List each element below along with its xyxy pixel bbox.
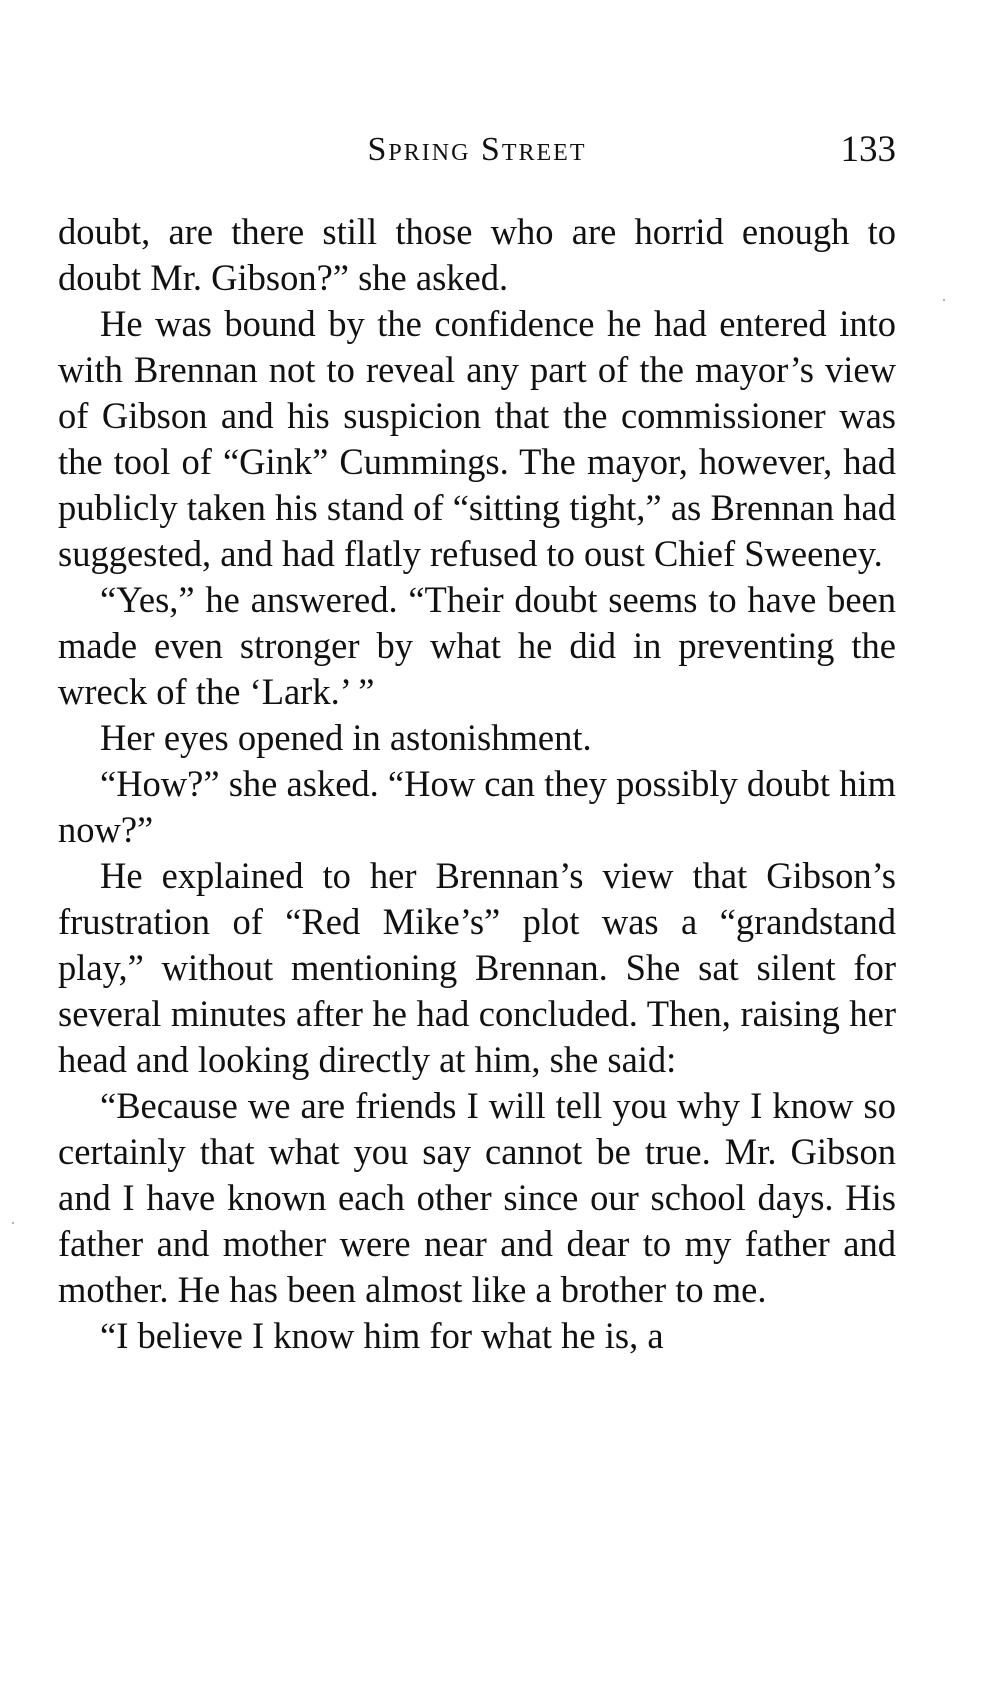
page-number: 133 — [840, 129, 896, 170]
paragraph: “How?” she asked. “How can they possibly doubt him now?” — [58, 763, 896, 850]
paragraph: He explained to her Brennan’s view that Gibson’s frustration of “Red Mike’s” plot was a “grandstand play,” without mentioning Brennan. She sat silent for several minutes after he had concluded. Then, raising her head and looking directly at him, she said: — [58, 855, 896, 1080]
paragraph: doubt, are there still those who are horrid enough to doubt Mr. Gibson?” she asked. — [58, 211, 896, 298]
paper-speck — [12, 1222, 14, 1224]
paragraph: “I believe I know him for what he is, a — [100, 1315, 664, 1356]
paragraph: “Because we are friends I will tell you why I know so certainly that what you say cannot be true. Mr. Gibson and I have known each other since our school days. His father and mother were near and dear to my father and mother. He has been almost like a brother to me. — [58, 1085, 896, 1310]
paragraph: He was bound by the confidence he had entered into with Brennan not to reveal any part of the mayor’s view of Gibson and his suspicion that the commissioner was the tool of “Gink” Cummings. The mayor, however, had publicly taken his stand of “sitting tight,” as Brennan had suggested, and had flatly refused to oust Chief Sweeney. — [58, 303, 896, 574]
chapter-title: Spring Street — [367, 131, 587, 168]
paper-speck — [943, 299, 945, 301]
body-text — [58, 209, 896, 1359]
paragraph: “Yes,” he answered. “Their doubt seems to have been made even stronger by what he did in preventing the wreck of the ‘Lark.’ ” — [58, 579, 896, 712]
running-head — [58, 128, 896, 172]
paragraph: Her eyes opened in astonishment. — [100, 717, 592, 758]
